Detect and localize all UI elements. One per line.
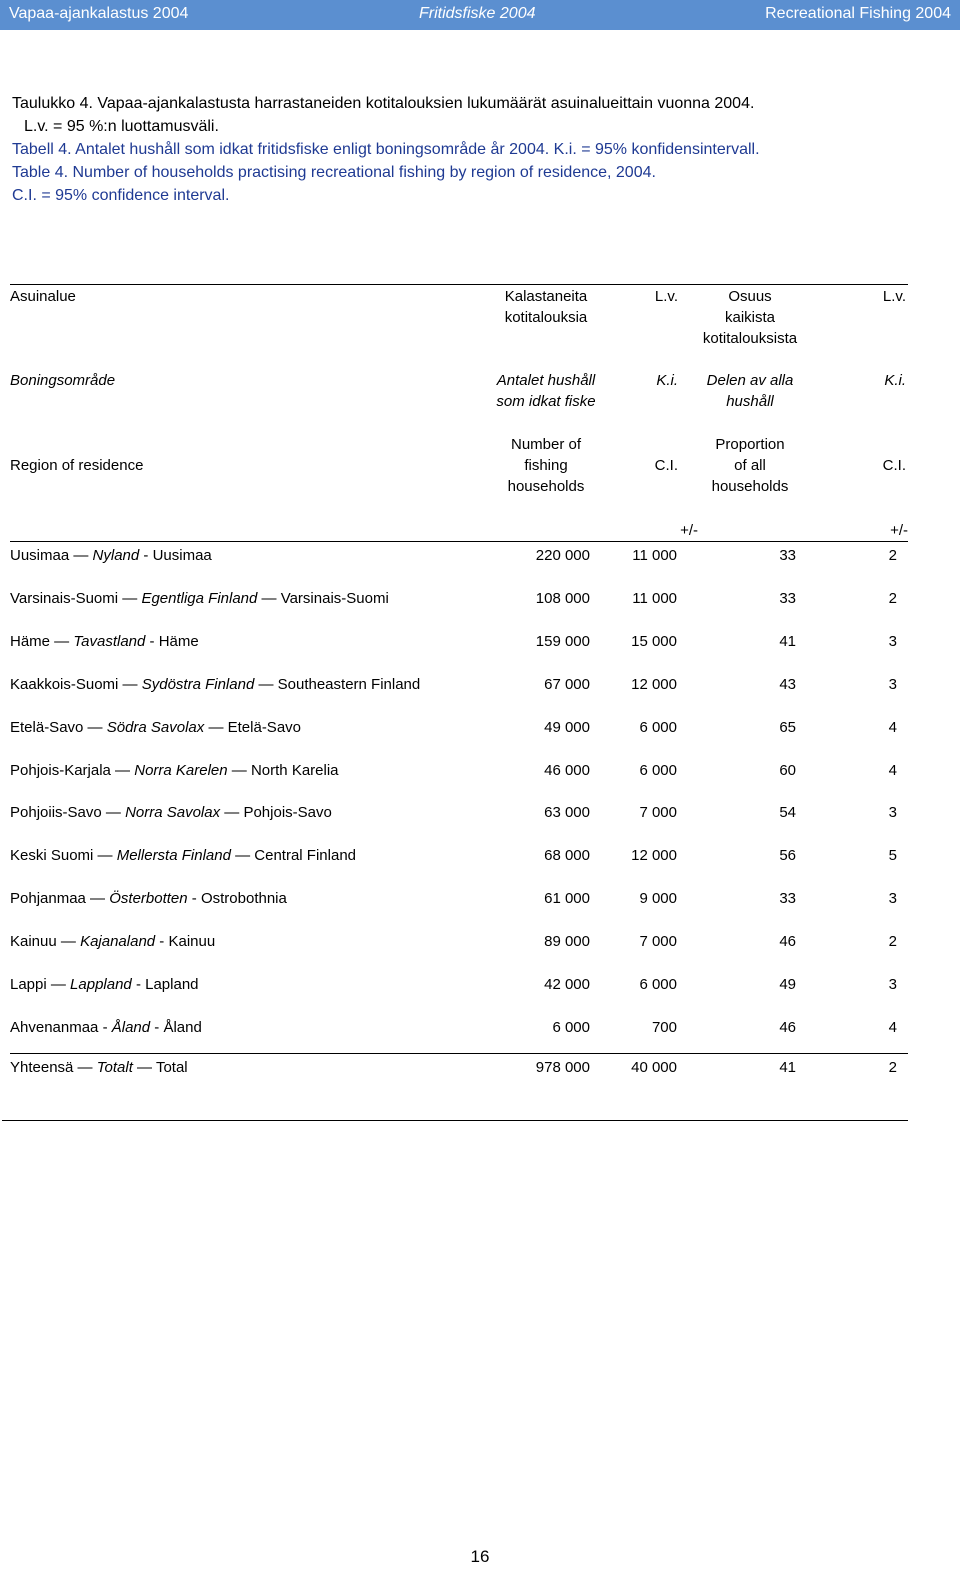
row-region-fi: Pohjois-Karjala (10, 762, 111, 779)
col-count-en-l1: Number of (510, 436, 582, 453)
col-ci1-en: C.I. (654, 457, 678, 474)
row-ci2: 3 (888, 676, 897, 693)
row-ci1: 7 000 (639, 933, 677, 950)
row-separator-1: — (50, 633, 74, 650)
row-count: 108 000 (535, 590, 590, 607)
row-separator-1: — (101, 804, 126, 821)
total-top-rule (10, 1053, 908, 1054)
caption-fi-line2: L.v. = 95 %:n luottamusväli. (24, 118, 219, 135)
table-row-region (10, 588, 389, 609)
col-count-en-l3: households (507, 478, 585, 495)
total-region-en: Total (155, 1059, 188, 1076)
row-region-sv: Mellersta Finland (116, 847, 231, 864)
row-separator-1: — (85, 890, 110, 907)
row-share: 49 (779, 976, 796, 993)
caption-en-line2: C.I. = 95% confidence interval. (12, 187, 230, 204)
row-ci2: 2 (888, 933, 897, 950)
row-count: 6 000 (552, 1019, 590, 1036)
row-separator-1: — (118, 676, 142, 693)
row-separator-2: - (155, 933, 169, 950)
col-count-fi-l1: Kalastaneita (504, 288, 588, 305)
table-row-region (10, 1017, 202, 1038)
row-region-fi: Varsinais-Suomi (10, 590, 119, 607)
col-share-en-l2: of all (734, 457, 766, 474)
row-separator-1: — (69, 547, 93, 564)
row-separator-1: - (98, 1019, 112, 1036)
row-region-fi: Kaakkois-Suomi (10, 676, 119, 693)
table-row-region (10, 974, 199, 995)
row-count: 159 000 (535, 633, 590, 650)
row-region-sv: Tavastland (73, 633, 146, 650)
row-separator-2: - (139, 547, 153, 564)
row-region-sv: Egentliga Finland (141, 590, 258, 607)
table-row-region (10, 674, 420, 695)
table-row-region (10, 802, 332, 823)
row-separator-2: — (254, 676, 278, 693)
row-region-en: Central Finland (254, 847, 356, 864)
row-separator-1: — (110, 762, 135, 779)
row-region-en: Ostrobothnia (200, 890, 287, 907)
row-region-fi: Pohjanmaa (10, 890, 86, 907)
col-ci2-sv: K.i. (884, 372, 906, 389)
table-row-region (10, 717, 301, 738)
row-ci1: 11 000 (632, 547, 677, 564)
row-ci1: 6 000 (639, 976, 677, 993)
row-region-fi: Pohjoiis-Savo (10, 804, 102, 821)
col-share-fi-l3: kotitalouksista (702, 330, 798, 347)
row-share: 33 (779, 590, 796, 607)
col-count-sv-l1: Antalet hushåll (496, 372, 596, 389)
row-region-en: Åland (163, 1019, 202, 1036)
row-ci1: 6 000 (639, 719, 677, 736)
row-region-sv: Norra Savolax (125, 804, 221, 821)
total-row-region (10, 1057, 188, 1078)
col-ci1-plusminus: +/- (680, 522, 698, 539)
row-ci2: 4 (888, 762, 897, 779)
row-region-en: Kainuu (168, 933, 216, 950)
total-region-fi: Yhteensä (10, 1059, 74, 1076)
table-caption (12, 92, 942, 207)
row-share: 46 (779, 1019, 796, 1036)
total-separator-2: — (132, 1059, 156, 1076)
col-region-en: Region of residence (10, 457, 144, 474)
row-region-en: North Karelia (250, 762, 339, 779)
row-ci2: 3 (888, 633, 897, 650)
row-region-fi: Keski Suomi (10, 847, 94, 864)
col-share-fi-l2: kaikista (724, 309, 776, 326)
row-count: 68 000 (544, 847, 590, 864)
row-region-en: Pohjois-Savo (243, 804, 332, 821)
row-ci1: 12 000 (631, 847, 677, 864)
row-separator-1: — (118, 590, 142, 607)
caption-fi-line1: Taulukko 4. Vapaa-ajankalastusta harrastaneiden kotitalouksien lukumäärät asuinalueittain vuonna 2004. (12, 95, 755, 112)
row-ci2: 3 (888, 890, 897, 907)
row-region-en: Etelä-Savo (227, 719, 301, 736)
row-separator-1: — (83, 719, 107, 736)
col-ci2-en: C.I. (882, 457, 906, 474)
row-ci2: 3 (888, 804, 897, 821)
row-share: 54 (779, 804, 796, 821)
total-region-sv: Totalt (96, 1059, 133, 1076)
row-count: 63 000 (544, 804, 590, 821)
col-count-sv-l2: som idkat fiske (496, 393, 596, 410)
row-region-en: Varsinais-Suomi (280, 590, 389, 607)
caption-sv: Tabell 4. Antalet hushåll som idkat fritidsfiske enligt boningsområde år 2004. K.i. = 95% konfidensintervall. (12, 141, 760, 158)
table-row-region (10, 888, 287, 909)
header-middle-title: Fritidsfiske 2004 (419, 5, 536, 22)
row-region-en: Uusimaa (152, 547, 212, 564)
total-separator-1: — (73, 1059, 97, 1076)
row-separator-2: — (220, 804, 244, 821)
row-region-fi: Häme (10, 633, 51, 650)
col-share-en-l1: Proportion (715, 436, 785, 453)
row-region-sv: Kajanaland (80, 933, 156, 950)
row-ci1: 12 000 (631, 676, 677, 693)
row-region-en: Lapland (145, 976, 199, 993)
row-separator-2: - (187, 890, 201, 907)
row-separator-2: - (145, 633, 159, 650)
table-row-region (10, 760, 339, 781)
row-ci2: 4 (888, 719, 897, 736)
running-header (0, 0, 960, 30)
table-top-rule (10, 284, 908, 285)
row-share: 33 (779, 547, 796, 564)
row-region-fi: Lappi (10, 976, 47, 993)
row-separator-2: - (131, 976, 146, 993)
row-separator-2: — (204, 719, 228, 736)
row-count: 61 000 (544, 890, 590, 907)
row-separator-1: — (56, 933, 81, 950)
row-region-en: Häme (158, 633, 199, 650)
row-share: 41 (779, 633, 796, 650)
row-count: 220 000 (535, 547, 590, 564)
col-ci2-fi: L.v. (882, 288, 906, 305)
row-region-sv: Österbotten (109, 890, 188, 907)
header-bottom-rule (10, 541, 908, 542)
row-region-fi: Ahvenanmaa (10, 1019, 99, 1036)
row-ci2: 3 (888, 976, 897, 993)
row-ci1: 11 000 (632, 590, 677, 607)
row-ci2: 2 (888, 590, 897, 607)
row-region-sv: Lappland (70, 976, 132, 993)
page-number: 16 (470, 1547, 490, 1566)
row-share: 46 (779, 933, 796, 950)
caption-en-line1: Table 4. Number of households practising recreational fishing by region of residence, 2004. (12, 164, 656, 181)
row-region-sv: Sydöstra Finland (141, 676, 255, 693)
row-ci1: 7 000 (639, 804, 677, 821)
row-ci2: 4 (888, 1019, 897, 1036)
row-count: 67 000 (544, 676, 590, 693)
header-right-title: Recreational Fishing 2004 (765, 5, 951, 22)
total-ci1: 40 000 (631, 1059, 677, 1076)
row-ci1: 9 000 (639, 890, 677, 907)
row-separator-2: — (257, 590, 281, 607)
row-ci1: 700 (651, 1019, 677, 1036)
table-row-region (10, 545, 212, 566)
row-region-fi: Etelä-Savo (10, 719, 84, 736)
col-share-fi-l1: Osuus (728, 288, 772, 305)
row-region-sv: Södra Savolax (106, 719, 205, 736)
row-region-fi: Kainuu (10, 933, 57, 950)
row-region-fi: Uusimaa (10, 547, 70, 564)
col-ci2-plusminus: +/- (890, 522, 908, 539)
table-row-region (10, 845, 356, 866)
row-ci2: 5 (888, 847, 897, 864)
row-separator-1: — (93, 847, 117, 864)
row-region-sv: Norra Karelen (134, 762, 228, 779)
row-region-en: Southeastern Finland (277, 676, 421, 693)
col-region-fi: Asuinalue (10, 288, 76, 305)
row-count: 89 000 (544, 933, 590, 950)
total-ci2: 2 (888, 1059, 897, 1076)
row-count: 49 000 (544, 719, 590, 736)
col-share-en-l3: households (711, 478, 789, 495)
row-share: 60 (779, 762, 796, 779)
row-share: 65 (779, 719, 796, 736)
row-region-sv: Nyland (92, 547, 140, 564)
table-row-region (10, 931, 215, 952)
row-ci1: 15 000 (631, 633, 677, 650)
col-region-sv: Boningsområde (10, 372, 116, 389)
row-separator-2: — (230, 847, 255, 864)
row-ci2: 2 (888, 547, 897, 564)
row-separator-1: — (46, 976, 71, 993)
header-left-title: Vapaa-ajankalastus 2004 (9, 5, 189, 22)
col-ci1-fi: L.v. (654, 288, 678, 305)
row-share: 43 (779, 676, 796, 693)
row-separator-2: — (227, 762, 251, 779)
row-region-sv: Åland (111, 1019, 151, 1036)
row-count: 42 000 (544, 976, 590, 993)
col-share-sv-l1: Delen av alla (706, 372, 794, 389)
col-ci1-sv: K.i. (656, 372, 678, 389)
row-share: 56 (779, 847, 796, 864)
col-count-fi-l2: kotitalouksia (504, 309, 588, 326)
col-count-en-l2: fishing (524, 457, 568, 474)
total-count: 978 000 (535, 1059, 590, 1076)
table-bottom-rule (2, 1120, 908, 1121)
row-separator-2: - (150, 1019, 164, 1036)
table-row-region (10, 631, 199, 652)
row-count: 46 000 (544, 762, 590, 779)
col-share-sv-l2: hushåll (726, 393, 774, 410)
total-share: 41 (779, 1059, 796, 1076)
row-share: 33 (779, 890, 796, 907)
row-ci1: 6 000 (639, 762, 677, 779)
